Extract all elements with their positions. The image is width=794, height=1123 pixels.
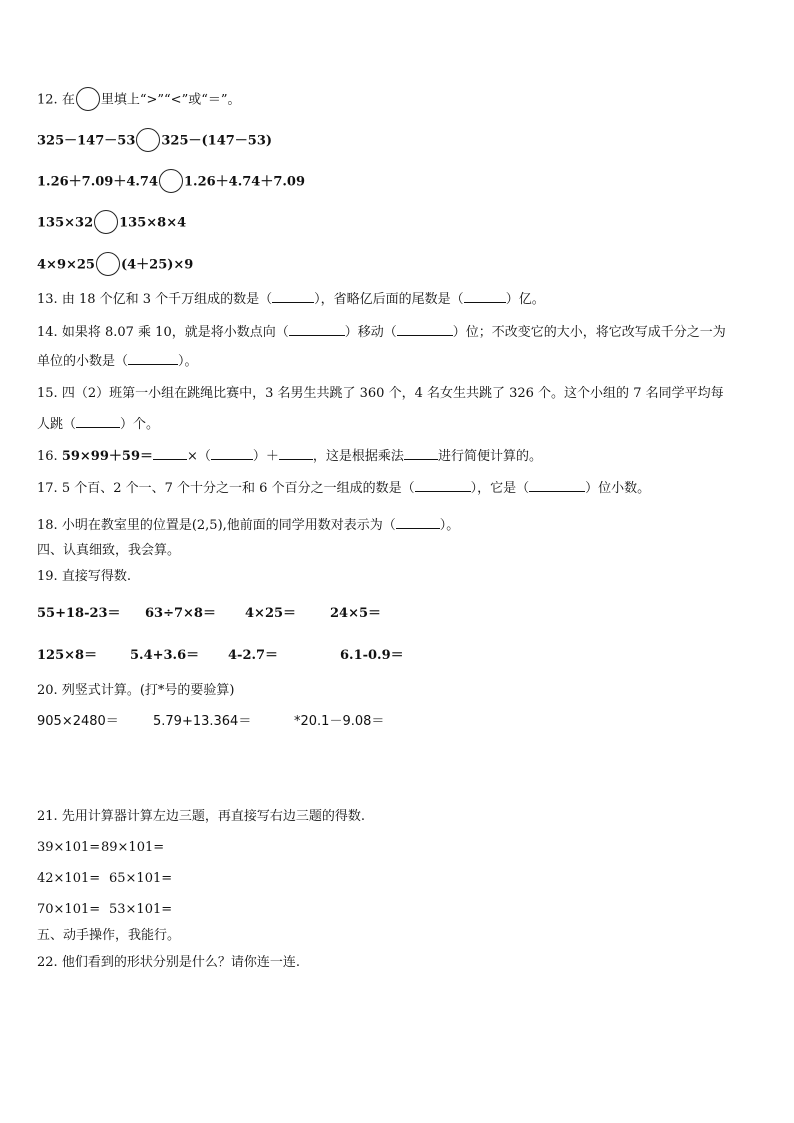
calc-item: 53×101= — [109, 902, 173, 917]
answer-blank[interactable] — [396, 516, 440, 529]
expression-left: 4×9×25 — [37, 257, 95, 273]
question-text: 由 18 个亿和 3 个千万组成的数是（ — [61, 292, 273, 307]
question-18 — [37, 516, 459, 535]
compare-row — [37, 129, 272, 153]
question-number: 15. — [37, 386, 58, 401]
answer-blank[interactable] — [76, 415, 120, 428]
calc-item: 4-2.7＝ — [228, 648, 279, 663]
calc-item: 5.79+13.364＝ — [153, 714, 252, 729]
compare-row — [37, 170, 305, 194]
question-14 — [37, 323, 726, 342]
question-21 — [37, 808, 365, 826]
answer-blank[interactable] — [272, 290, 314, 303]
expression-right: 1.26＋4.74＋7.09 — [184, 174, 305, 190]
section-heading: 四、认真细致，我会算。 — [37, 543, 181, 558]
answer-blank[interactable] — [529, 479, 585, 492]
expression-right: (4＋25)×9 — [120, 257, 194, 273]
section-heading: 五、动手操作，我能行。 — [37, 928, 181, 943]
answer-circle[interactable] — [94, 210, 118, 234]
question-text: ）位小数。 — [585, 481, 651, 496]
compare-row — [37, 253, 193, 277]
question-number: 19. — [37, 569, 58, 584]
question-text: 先用计算器计算左边三题，再直接写右边三题的得数. — [61, 809, 365, 824]
calc-item: 905×2480＝ — [37, 714, 119, 729]
question-number: 18. — [37, 518, 58, 533]
calc-item: *20.1－9.08＝ — [294, 714, 385, 729]
question-19 — [37, 568, 131, 586]
question-text: 如果将 8.07 乘 10，就是将小数点向（ — [61, 325, 289, 340]
question-text: 进行简便计算的。 — [437, 449, 542, 464]
calc-item: 65×101= — [109, 871, 173, 886]
question-text: 单位的小数是（ — [37, 354, 129, 369]
answer-circle[interactable] — [96, 252, 120, 276]
question-text: ）＋ — [252, 449, 279, 464]
answer-blank[interactable] — [415, 479, 471, 492]
question-text: ）。 — [439, 518, 460, 533]
calc-item: 4×25＝ — [245, 606, 297, 621]
calc-row — [37, 647, 404, 665]
answer-circle[interactable] — [159, 169, 183, 193]
calc-row — [37, 605, 381, 623]
question-14-continued — [37, 352, 198, 371]
expression-right: 325－(147－53) — [161, 133, 273, 149]
question-22 — [37, 954, 300, 972]
expression-left: 325－147－53 — [37, 133, 136, 149]
answer-blank[interactable] — [464, 290, 506, 303]
calc-item: 39×101= — [37, 840, 101, 855]
question-text: ，这是根据乘法 — [312, 449, 404, 464]
answer-circle[interactable] — [136, 128, 160, 152]
question-16 — [37, 447, 542, 466]
expression-left: 1.26＋7.09＋4.74 — [37, 174, 158, 190]
question-text: ）。 — [178, 354, 198, 369]
question-20 — [37, 682, 234, 700]
calc-row — [37, 713, 384, 731]
calc-item: 24×5＝ — [330, 606, 382, 621]
question-number: 16. — [37, 449, 58, 464]
question-text: 直接写得数. — [61, 569, 131, 584]
calc-item: 63÷7×8＝ — [145, 606, 216, 621]
question-text: ）位；不改变它的大小，将它改写成千分之一为 — [452, 325, 726, 340]
calc-row — [37, 901, 172, 919]
question-text: ）移动（ — [344, 325, 397, 340]
question-text: 四（2）班第一小组在跳绳比赛中，3 名男生共跳了 360 个，4 名女生共跳了 326 个。这个小组的 7 名同学平均每 — [61, 386, 724, 401]
question-text: ），它是（ — [470, 481, 530, 496]
question-number: 22. — [37, 955, 58, 970]
expression-right: 135×8×4 — [119, 215, 187, 231]
question-15 — [37, 385, 724, 403]
answer-blank[interactable] — [397, 323, 453, 336]
calc-item: 125×8＝ — [37, 648, 98, 663]
calc-item: 5.4+3.6＝ — [130, 648, 200, 663]
answer-blank[interactable] — [128, 352, 178, 365]
question-12 — [37, 88, 241, 112]
question-text: 在 — [61, 92, 75, 108]
expression-left: 135×32 — [37, 215, 94, 231]
question-17 — [37, 479, 650, 498]
calc-item: 42×101= — [37, 871, 101, 886]
answer-blank[interactable] — [289, 323, 345, 336]
question-text: ）亿。 — [505, 292, 545, 307]
question-15-continued — [37, 415, 159, 434]
question-number: 20. — [37, 683, 58, 698]
question-text: 人跳（ — [37, 417, 77, 432]
calc-item: 55+18-23＝ — [37, 606, 121, 621]
answer-circle[interactable] — [76, 87, 100, 111]
question-text: 里填上“>”“<”或“＝”。 — [100, 92, 241, 108]
question-text: 列竖式计算。(打*号的要验算) — [61, 683, 235, 698]
question-number: 13. — [37, 292, 58, 307]
question-text: ）个。 — [120, 417, 160, 432]
question-number: 14. — [37, 325, 58, 340]
question-text: 59×99＋59＝ — [61, 449, 153, 464]
question-text: 5 个百、2 个一、7 个十分之一和 6 个百分之一组成的数是（ — [61, 481, 415, 496]
question-13 — [37, 290, 545, 309]
calc-row — [37, 839, 164, 857]
answer-blank[interactable] — [153, 447, 187, 460]
answer-blank[interactable] — [279, 447, 313, 460]
calc-item: 6.1-0.9＝ — [340, 648, 404, 663]
question-text: 小明在教室里的位置是(2,5),他前面的同学用数对表示为（ — [61, 518, 396, 533]
question-text: ），省略亿后面的尾数是（ — [314, 292, 464, 307]
answer-blank[interactable] — [211, 447, 253, 460]
question-text: 他们看到的形状分别是什么？请你连一连. — [61, 955, 300, 970]
compare-row — [37, 211, 186, 235]
calc-item: 89×101= — [101, 840, 165, 855]
calc-row — [37, 870, 172, 888]
question-number: 17. — [37, 481, 58, 496]
answer-blank[interactable] — [404, 447, 438, 460]
calc-item: 70×101= — [37, 902, 101, 917]
question-number: 21. — [37, 809, 58, 824]
question-text: ×（ — [187, 449, 211, 464]
question-number: 12. — [37, 92, 58, 108]
